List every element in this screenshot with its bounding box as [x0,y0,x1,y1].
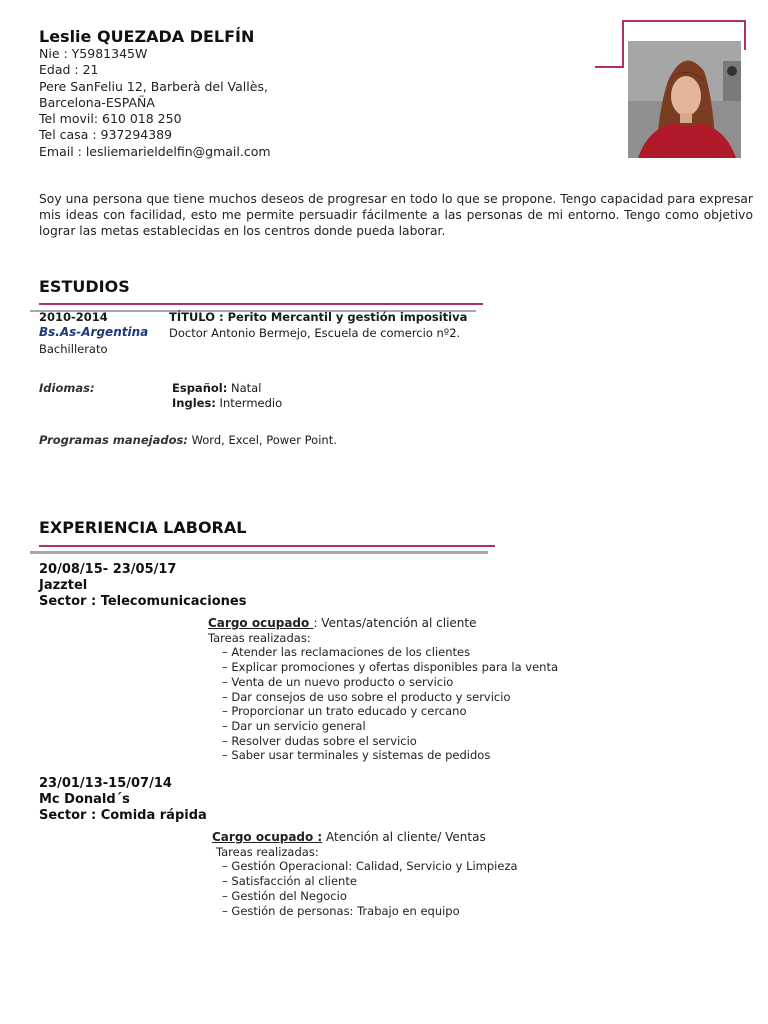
mobile-phone: Tel movil: 610 018 250 [39,111,182,127]
email: Email : lesliemarieldelfin@gmail.com [39,143,271,159]
address-line-1: Pere SanFeliu 12, Barberà del Vallès, [39,78,268,94]
candidate-name: Leslie QUEZADA DELFÍN [39,27,255,46]
cargo-label: Cargo ocupado [208,616,314,630]
study-degree: Bachillerato [39,342,108,356]
task-item: – Gestión de personas: Trabajo en equipo [222,903,460,918]
section-title-estudios: ESTUDIOS [39,277,130,296]
job-sector: Sector : Telecomunicaciones [39,594,247,609]
cargo-label: Cargo ocupado : [212,830,323,844]
language-level: Intermedio [215,396,283,410]
programas-label: Programas manejados: [39,433,188,447]
study-school: Doctor Antonio Bermejo, Escuela de comercio nº2. [169,326,461,340]
home-phone: Tel casa : 937294389 [39,127,173,143]
tareas-label: Tareas realizadas: [216,844,319,859]
age: Edad : 21 [39,62,99,78]
study-years: 2010-2014 [39,310,108,324]
language-name: Ingles: [172,396,216,410]
section-title-experiencia: EXPERIENCIA LABORAL [39,518,247,537]
nie: Nie : Y5981345W [39,46,148,61]
job-block-2 [39,776,207,824]
task-item: – Proporcionar un trato educado y cercano [222,704,467,719]
programas-line [39,433,337,447]
task-item: – Gestión del Negocio [222,888,347,903]
job-dates: 20/08/15- 23/05/17 [39,562,177,577]
job-block-1 [39,562,246,610]
language-name: Español: [172,381,228,395]
section-rule-estudios [39,303,483,305]
task-item: – Satisfacción al cliente [222,874,357,889]
section-rule-experiencia [39,545,495,547]
job-sector: Sector : Comida rápida [39,808,207,823]
section-rule-experiencia-grey [30,551,488,554]
tareas-label: Tareas realizadas: [208,630,311,645]
task-item: – Gestión Operacional: Calidad, Servicio y Limpieza [222,859,518,874]
job-details-2 [212,830,518,918]
language-level: Natal [227,381,262,395]
job-company: Jazztel [39,578,88,593]
profile-photo [595,20,747,162]
job-cargo [208,616,558,631]
study-title: TÍTULO : Perito Mercantil y gestión impositiva [169,310,468,324]
cargo-value: Atención al cliente/ Ventas [322,830,486,844]
task-item: – Resolver dudas sobre el servicio [222,733,417,748]
study-place: Bs.As-Argentina [39,325,149,339]
language-spanish [172,381,261,395]
summary-paragraph: Soy una persona que tiene muchos deseos de progresar en todo lo que se propone. Tengo capacidad para expresar mis ideas con facilidad, esto me permite persuadir fácilmente a las personas de mi entorno. Tengo como objetivo lograr las metas establecidas en los centros donde pueda laborar. [39,192,753,238]
task-item: – Dar un servicio general [222,718,366,733]
programas-value: Word, Excel, Power Point. [187,433,337,447]
job-cargo [212,830,518,845]
task-item: – Dar consejos de uso sobre el producto y servicio [222,689,511,704]
contact-info [39,46,271,160]
job-company: Mc Donald´s [39,792,130,807]
task-item: – Saber usar terminales y sistemas de pedidos [222,748,491,763]
address-line-2: Barcelona-ESPAÑA [39,94,155,110]
job-dates: 23/01/13-15/07/14 [39,776,172,791]
language-english [172,396,282,410]
portrait-image [628,41,741,158]
task-item: – Venta de un nuevo producto o servicio [222,674,454,689]
cargo-value: : Ventas/atención al cliente [313,616,477,630]
job-details-1 [208,616,558,763]
task-item: – Atender las reclamaciones de los clientes [222,645,471,660]
task-item: – Explicar promociones y ofertas disponibles para la venta [222,660,559,675]
idiomas-label: Idiomas: [39,381,95,395]
